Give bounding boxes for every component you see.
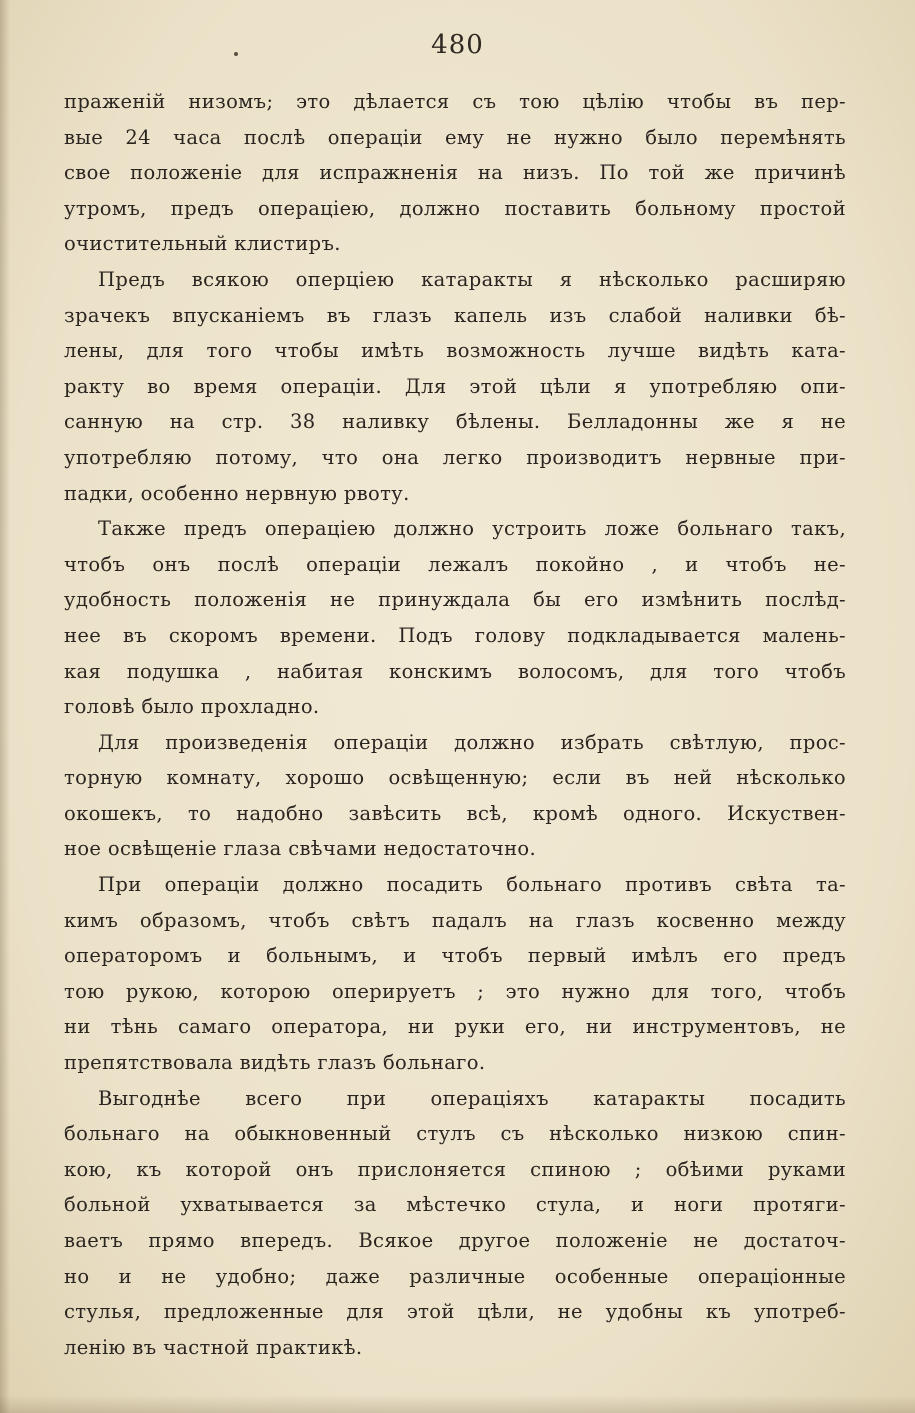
text-line: кою, къ которой онъ прислоняется спиною ; обѣими руками (64, 1157, 846, 1181)
text-line: Предъ всякою оперціею катаракты я нѣсколько расширяю (98, 267, 846, 291)
text-line: нее въ скоромъ времени. Подъ голову подкладывается малень- (64, 623, 846, 647)
text-line: препятствовала видѣть глазъ больнаго. (64, 1051, 486, 1075)
text-line: очистительный клистиръ. (64, 232, 341, 256)
page-number: 480 (431, 30, 484, 60)
text-line: падки, особенно нервную рвоту. (64, 481, 410, 505)
text-line: Также предъ операціею должно устроить ложе больнаго такъ, (98, 517, 846, 541)
text-line: лены, для того чтобы имѣть возможность лучше видѣть ката- (64, 339, 846, 363)
text-line: но и не удобно; даже различные особенные операціонные (64, 1264, 846, 1288)
text-line: торную комнату, хорошо освѣщенную; если въ ней нѣсколько (64, 766, 846, 790)
text-line: больной ухватывается за мѣстечко стула, и ноги протяги- (64, 1193, 846, 1217)
text-line: чтобъ онъ послѣ операціи лежалъ покойно , и чтобъ не- (64, 552, 846, 576)
text-line: ни тѣнь самаго оператора, ни руки его, ни инструментовъ, не (64, 1015, 846, 1039)
text-line: Выгоднѣе всего при операціяхъ катаракты посадить (98, 1086, 846, 1110)
text-line: операторомъ и больнымъ, и чтобъ первый имѣлъ его предъ (64, 944, 846, 968)
text-line: ное освѣщеніе глаза свѣчами недостаточно. (64, 837, 537, 861)
text-line: ракту во время операціи. Для этой цѣли я употребляю опи- (64, 374, 846, 398)
text-line: зрачекъ впусканіемъ въ глазъ капель изъ слабой наливки бѣ- (64, 303, 846, 327)
text-line: тою рукою, которою оперируетъ ; это нужно для того, чтобъ (64, 979, 846, 1003)
body-text (64, 84, 846, 1365)
text-line: Для произведенія операціи должно избрать свѣтлую, прос- (98, 730, 846, 754)
text-line: стулья, предложенные для этой цѣли, не удобны къ употреб- (64, 1300, 846, 1324)
text-line: употребляю потому, что она легко производитъ нервные при- (64, 445, 846, 469)
text-line: При операціи должно посадить больнаго противъ свѣта та- (98, 873, 846, 897)
text-line: санную на стр. 38 наливку бѣлены. Белладонны же я не (64, 410, 846, 434)
text-line: ленію въ частной практикѣ. (64, 1335, 363, 1359)
text-line: ваетъ прямо впередъ. Всякое другое положеніе не достаточ- (64, 1229, 846, 1252)
text-line: окошекъ, то надобно завѣсить всѣ, кромѣ одного. Искуствен- (64, 801, 846, 825)
text-line: вые 24 часа послѣ операціи ему не нужно было перемѣнять (64, 125, 846, 149)
text-line: утромъ, предъ операціею, должно поставить больному простой (64, 196, 846, 220)
text-line: больнаго на обыкновенный стулъ съ нѣсколько низкою спин- (64, 1122, 846, 1146)
text-line: свое положеніе для испражненія на низъ. По той же причинѣ (64, 161, 846, 185)
page-edge-shadow (0, 0, 10, 1413)
text-line: кимъ образомъ, чтобъ свѣтъ падалъ на глазъ косвенно между (64, 908, 846, 932)
text-line: праженій низомъ; это дѣлается съ тою цѣлію чтобы въ пер- (64, 90, 846, 113)
text-line: удобность положенія не принуждала бы его измѣнить послѣд- (64, 588, 846, 612)
text-line: кая подушка , набитая конскимъ волосомъ, для того чтобъ (64, 659, 846, 683)
text-line: головѣ было прохладно. (64, 695, 320, 719)
page-bottom-shadow (0, 1395, 915, 1413)
